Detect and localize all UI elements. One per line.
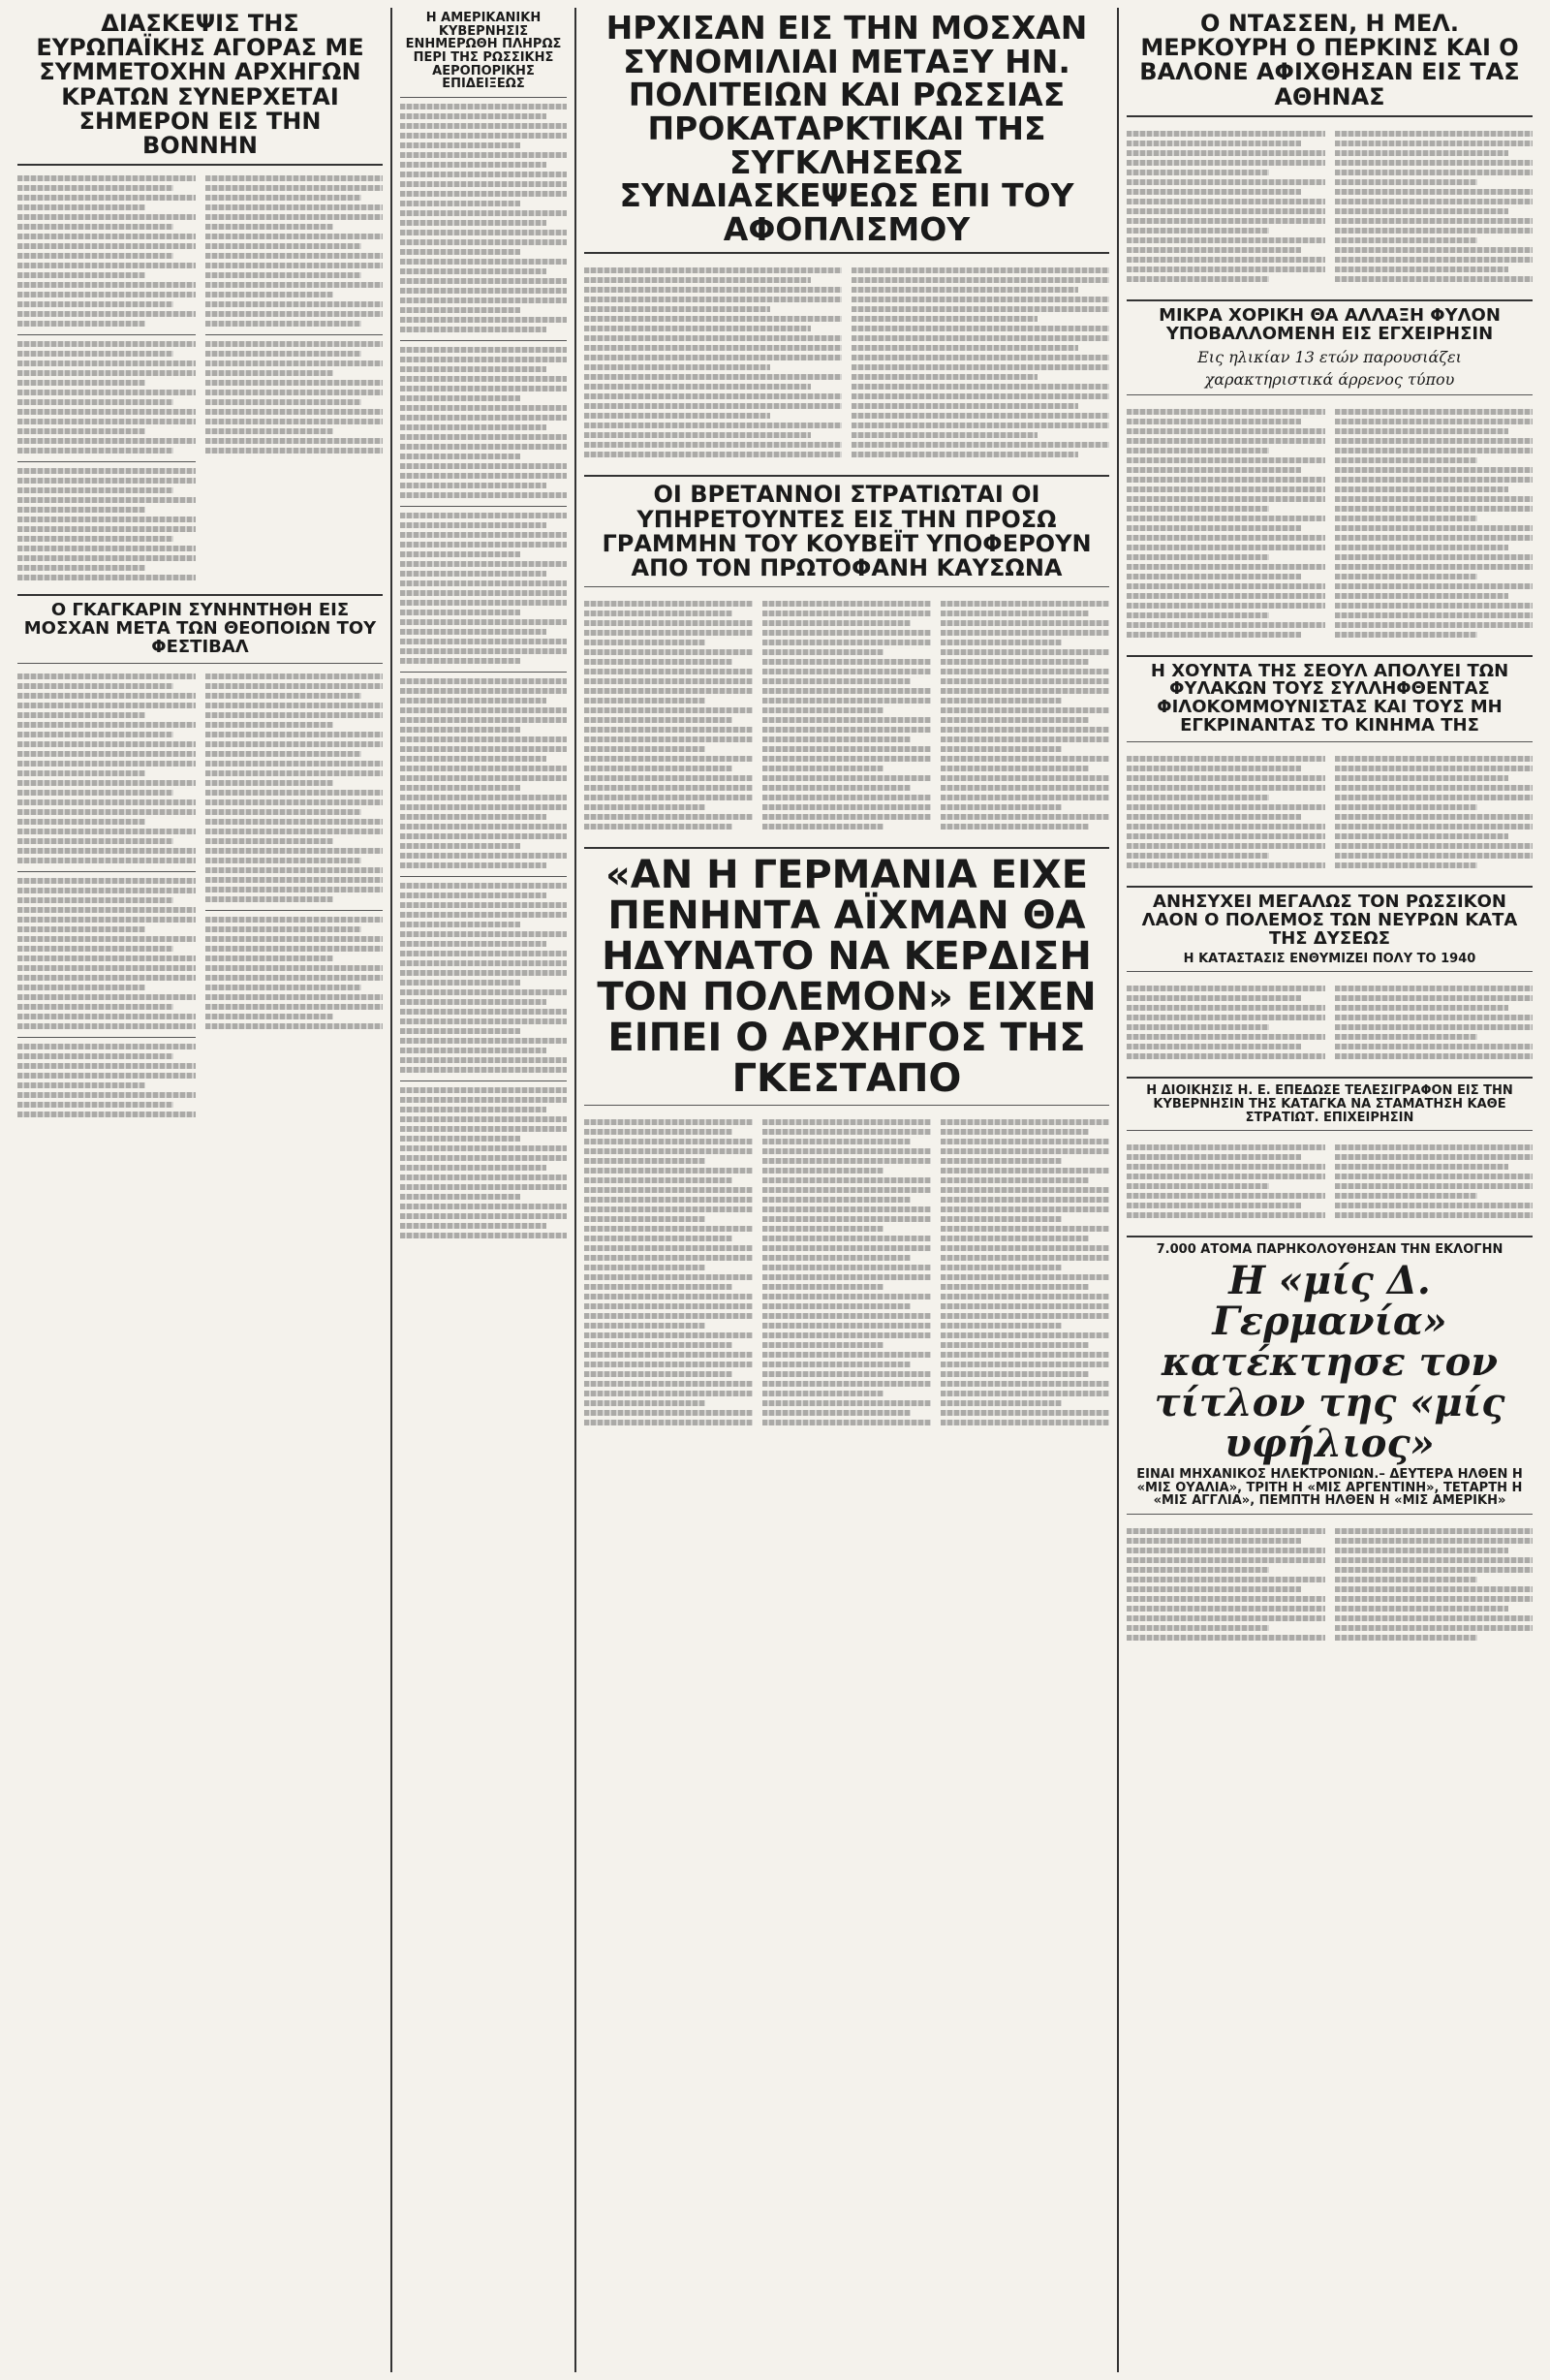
article-body (584, 597, 753, 833)
article-body (400, 678, 567, 868)
article-body (762, 1115, 931, 1429)
article-body (205, 175, 384, 327)
article-body (762, 597, 931, 833)
headline-katanga-ultimatum: Η ΔΙΟΙΚΗΣΙΣ Η. Ε. ΕΠΕΔΩΣΕ ΤΕΛΕΣΙΓΡΑΦΟΝ ΕΙΣ ΤΗΝ ΚΥΒΕΡΝΗΣΙΝ ΤΗΣ ΚΑΤΑΓΚΑ ΝΑ ΣΤΑΜΑΤΗΣΗ ΚΑΘΕ ΣΤΡΑΤΙΩΤ. ΕΠΙΧΕΙΡΗΣΙΝ (1146, 1083, 1513, 1125)
article-body (17, 1044, 196, 1117)
article-body (1335, 982, 1534, 1063)
headline-gagarin: Ο ΓΚΑΓΚΑΡΙΝ ΣΥΝΗΝΤΗΘΗ ΕΙΣ ΜΟΣΧΑΝ ΜΕΤΑ ΤΩΝ ΘΕΟΠΟΙΩΝ ΤΟΥ ΦΕΣΤΙΒΑΛ (23, 600, 377, 657)
article-body (17, 341, 196, 454)
col4-seoul-grid (1127, 748, 1533, 880)
article-body (852, 264, 1109, 461)
article-body (400, 513, 567, 664)
column-1 (10, 8, 392, 2372)
article-body (400, 104, 567, 332)
col4-russia-grid (1127, 978, 1533, 1071)
deck-miss-universe: ΕΙΝΑΙ ΜΗΧΑΝΙΚΟΣ ΗΛΕΚΤΡΟΝΙΩΝ.– ΔΕΥΤΕΡΑ ΗΛΘΕΝ Η «ΜΙΣ ΟΥΑΛΙΑ», ΤΡΙΤΗ Η «ΜΙΣ ΑΡΓΕΝΤΙΝΗ», ΤΕΤΑΡΤΗ Η «ΜΙΣ ΑΓΓΛΙΑ», ΠΕΜΠΤΗ ΗΛΘΕΝ Η «ΜΙΣ ΑΜΕΡΙΚΗ» (1136, 1466, 1523, 1509)
col4-katanga-grid (1127, 1137, 1533, 1230)
article-body (1127, 752, 1325, 872)
headline-gestapo-quote: «ΑΝ Η ΓΕΡΜΑΝΙΑ ΕΙΧΕ ΠΕΝΗΝΤΑ ΑΪΧΜΑΝ ΘΑ ΗΔΥΝΑΤΟ ΝΑ ΚΕΡΔΙΣΗ ΤΟΝ ΠΟΛΕΜΟΝ» ΕΙΧΕΝ ΕΙΠΕΙ Ο ΑΡΧΗΓΟΣ ΤΗΣ ΓΚΕΣΤΑΠΟ (597, 853, 1097, 1102)
article-body (1335, 405, 1534, 642)
headline-miss-universe: Η «μίς Δ. Γερμανία» κατέκτησε τον τίτλον της «μίς υφήλιος» (1154, 1257, 1505, 1466)
headline-us-aviation: Η ΑΜΕΡΙΚΑΝΙΚΗ ΚΥΒΕΡΝΗΣΙΣ ΕΝΗΜΕΡΩΘΗ ΠΛΗΡΩΣ ΠΕΡΙ ΤΗΣ ΡΩΣΣΙΚΗΣ ΑΕΡΟΠΟΡΙΚΗΣ ΕΠΙΔΕΙΞΕΩΣ (405, 11, 562, 92)
article-body (17, 673, 196, 863)
article-body (1335, 1141, 1534, 1222)
headline-moscow-talks: ΗΡΧΙΣΑΝ ΕΙΣ ΤΗΝ ΜΟΣΧΑΝ ΣΥΝΟΜΙΛΙΑΙ ΜΕΤΑΞΥ ΗΝ. ΠΟΛΙΤΕΙΩΝ ΚΑΙ ΡΩΣΣΙΑΣ ΠΡΟΚΑΤΑΡΚΤΙΚΑΙ ΤΗΣ ΣΥΓΚΛΗΣΕΩΣ ΣΥΝΔΙΑΣΚΕΨΕΩΣ ΕΠΙ ΤΟΥ ΑΦΟΠΛΙΣΜΟΥ (605, 9, 1088, 248)
article-body (584, 264, 842, 461)
col1-body-grid (17, 172, 383, 588)
article-body (1127, 127, 1325, 286)
article-body (205, 341, 384, 454)
col1-lower-grid (17, 670, 383, 1125)
col4-miss-grid (1127, 1520, 1533, 1652)
headline-1940: Η ΚΑΤΑΣΤΑΣΙΣ ΕΝΘΥΜΙΖΕΙ ΠΟΛΥ ΤΟ 1940 (1183, 951, 1476, 966)
article-body (584, 1115, 753, 1429)
headline-russian-people: ΑΝΗΣΥΧΕΙ ΜΕΓΑΛΩΣ ΤΟΝ ΡΩΣΣΙΚΟΝ ΛΑΟΝ Ο ΠΟΛΕΜΟΣ ΤΩΝ ΝΕΥΡΩΝ ΚΑΤΑ ΤΗΣ ΔΥΣΕΩΣ (1141, 892, 1518, 949)
col3-bottom-grid (584, 1112, 1109, 1437)
column-3 (576, 8, 1119, 2372)
article-body (1127, 982, 1325, 1063)
headline-sex-change: ΜΙΚΡΑ ΧΟΡΙΚΗ ΘΑ ΑΛΛΑΞΗ ΦΥΛΟΝ ΥΠΟΒΑΛΛΟΜΕΝΗ ΕΙΣ ΕΓΧΕΙΡΗΣΙΝ (1159, 304, 1501, 344)
deck-traits: χαρακτηριστικά άρρενος τύπου (1204, 369, 1455, 389)
headline-dassin-arrival: Ο ΝΤΑΣΣΕΝ, Η ΜΕΛ. ΜΕΡΚΟΥΡΗ Ο ΠΕΡΚΙΝΣ ΚΑΙ Ο ΒΑΛΟΝΕ ΑΦΙΧΘΗΣΑΝ ΕΙΣ ΤΑΣ ΑΘΗΝΑΣ (1139, 10, 1520, 110)
article-body (400, 347, 567, 498)
article-body (17, 175, 196, 327)
article-body (17, 878, 196, 1029)
col3-top-grid (584, 260, 1109, 469)
article-body (1335, 127, 1534, 286)
article-body (400, 883, 567, 1073)
article-body (1335, 1524, 1534, 1644)
headline-bonn-conference: ΔΙΑΣΚΕΨΙΣ ΤΗΣ ΕΥΡΩΠΑΪΚΗΣ ΑΓΟΡΑΣ ΜΕ ΣΥΜΜΕΤΟΧΗΝ ΑΡΧΗΓΩΝ ΚΡΑΤΩΝ ΣΥΝΕΡΧΕΤΑΙ ΣΗΜΕΡΟΝ ΕΙΣ ΤΗΝ ΒΟΝΝΗΝ (36, 10, 364, 159)
article-body (17, 468, 196, 580)
article-body (400, 1087, 567, 1238)
article-body (1127, 405, 1325, 642)
column-4 (1119, 8, 1540, 2372)
strap-election: 7.000 ΑΤΟΜΑ ΠΑΡΗΚΟΛΟΥΘΗΣΑΝ ΤΗΝ ΕΚΛΟΓΗΝ (1156, 1242, 1504, 1258)
col3-mid-grid (584, 593, 1109, 841)
headline-seoul-junta: Η ΧΟΥΝΤΑ ΤΗΣ ΣΕΟΥΛ ΑΠΟΛΥΕΙ ΤΩΝ ΦΥΛΑΚΩΝ ΤΟΥΣ ΣΥΛΛΗΦΘΕΝΤΑΣ ΦΙΛΟΚΟΜΜΟΥΝΙΣΤΑΣ ΚΑΙ ΤΟΥΣ ΜΗ ΕΓΚΡΙΝΑΝΤΑΣ ΤΟ ΚΙΝΗΜΑ ΤΗΣ (1150, 660, 1509, 736)
headline-kuwait-heat: ΟΙ ΒΡΕΤΑΝΝΟΙ ΣΤΡΑΤΙΩΤΑΙ ΟΙ ΥΠΗΡΕΤΟΥΝΤΕΣ ΕΙΣ ΤΗΝ ΠΡΟΣΩ ΓΡΑΜΜΗΝ ΤΟΥ ΚΟΥΒΕΪΤ ΥΠΟΦΕΡΟΥΝ ΑΠΟ ΤΟΝ ΠΡΩΤΟΦΑΝΗ ΚΑΥΣΩΝΑ (602, 481, 1092, 582)
article-body (941, 597, 1109, 833)
article-body (1335, 752, 1534, 872)
article-body (941, 1115, 1109, 1429)
column-2 (392, 8, 576, 2372)
article-body (1127, 1141, 1325, 1222)
article-body (1127, 1524, 1325, 1644)
article-body (205, 917, 384, 1029)
col4-mid-grid (1127, 401, 1533, 649)
article-body (205, 673, 384, 902)
col4-top-grid (1127, 123, 1533, 294)
deck-age: Εις ηλικίαν 13 ετών παρουσιάζει (1197, 347, 1462, 366)
